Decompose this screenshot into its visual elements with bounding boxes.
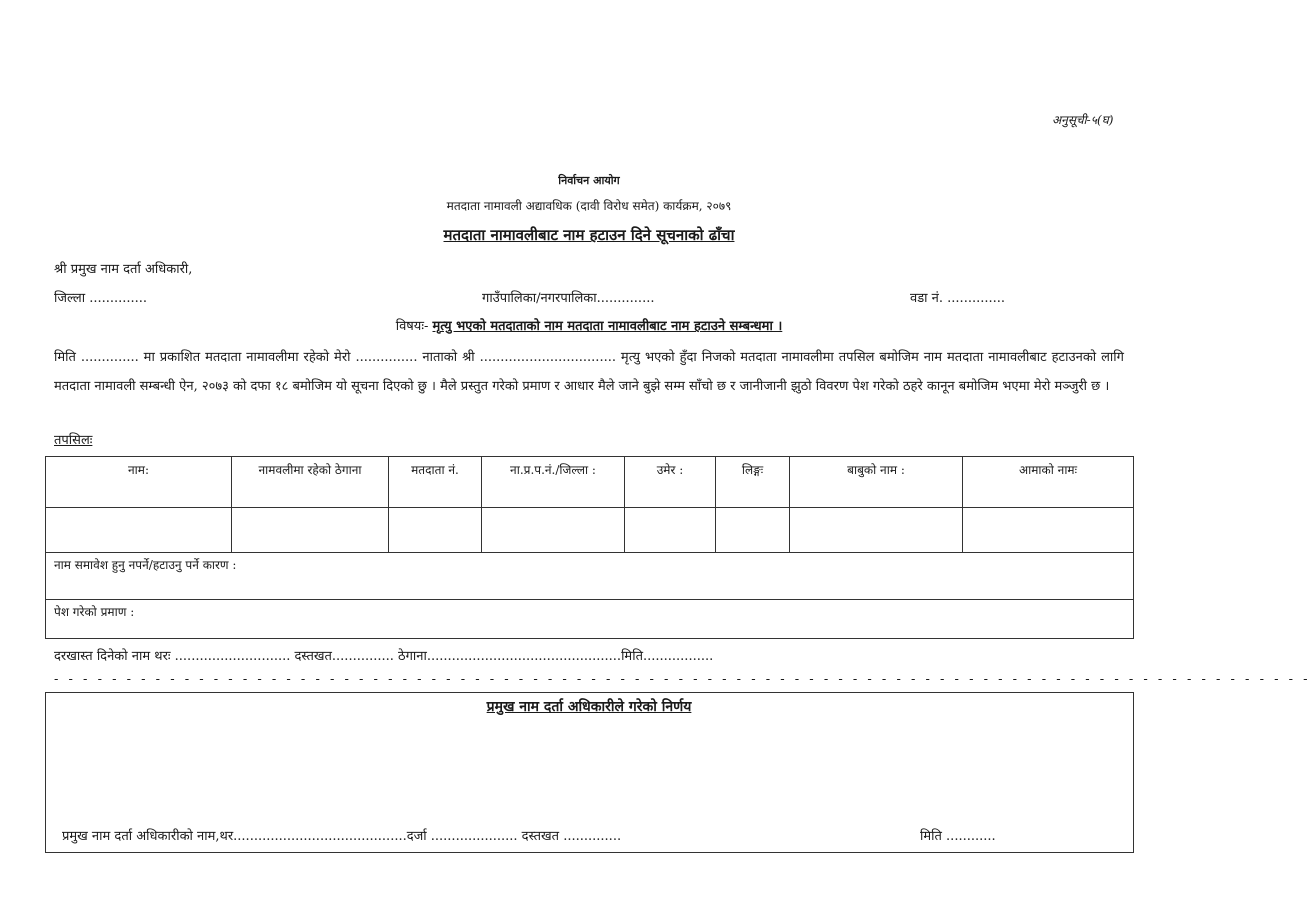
cut-separator: - - - - - - - - - - - - - - - - - - - - - - - - - - - - - - - - - - - - - - - - - - - - - - - - - - - - - - - - - - - - - - - - - - - - - - - - - - - - - - - - - - - - - - - [54,672,1311,687]
cell-gender[interactable] [716,508,790,553]
organization-name: निर्वाचन आयोग [558,174,620,187]
municipality-field: गाउँपालिका/नगरपालिका.............. [482,291,655,306]
applicant-signature-line: दरखास्त दिनेको नाम थरः ............................ दस्तखत............... ठेगाना...............................................मिति................. [54,649,714,664]
reason-row [46,553,1134,600]
header-gender: लिङ्गः [716,457,790,508]
details-table [45,456,1134,639]
header-age: उमेर : [625,457,716,508]
subject-text: मृत्यु भएको मतदाताको नाम मतदाता नामावलीबाट नाम हटाउने सम्बन्धमा । [432,319,783,334]
header-citizenship-number: ना.प्र.प.नं./जिल्ला : [482,457,625,508]
header-mother-name: आमाको नामः [963,457,1134,508]
header-voter-number: मतदाता नं. [389,457,482,508]
annex-label: अनुसूची-५(घ) [1052,113,1114,127]
reason-field[interactable]: नाम समावेश हुनु नपर्ने/हटाउनु पर्ने कारण : [46,553,1134,600]
form-title: मतदाता नामावलीबाट नाम हटाउन दिने सूचनाको ढाँचा [443,226,735,244]
district-field: जिल्ला .............. [54,291,148,306]
officer-signature-line: प्रमुख नाम दर्ता अधिकारीको नाम,थर..........................................दर्जा ..................... दस्तखत .............. [62,829,622,844]
cell-mother-name[interactable] [963,508,1134,553]
header-name: नाम: [46,457,232,508]
program-name: मतदाता नामावली अद्यावधिक (दावी विरोध समेत) कार्यक्रम, २०७९ [446,199,732,213]
subject-prefix: विषयः- [395,319,429,334]
header-address: नामवलीमा रहेको ठेगाना [232,457,389,508]
evidence-row [46,600,1134,639]
cell-address[interactable] [232,508,389,553]
body-paragraph: मिति .............. मा प्रकाशित मतदाता नामावलीमा रहेको मेरो ............... नाताको श्री ................................. मृत्यु भएको हुँदा निजको मतदाता नामावलीमा तपसिल बमोजिम नाम मतदाता नामावलीबाट हटाउनको लागि मतदाता नामावली सम्बन्धी ऐन, २०७३ को दफा १८ बमोजिम यो सूचना दिएको छु । मैले प्रस्तुत गरेको प्रमाण र आधार मैले जाने बुझे सम्म साँचो छ र जानीजानी झुठो विवरण पेश गरेको ठहरे कानून बमोजिम भएमा मेरो मञ्जुरी छ । [54,350,1124,394]
table-header-row [46,457,1134,508]
cell-citizenship-number[interactable] [482,508,625,553]
details-label: तपसिलः [54,433,93,448]
evidence-field[interactable]: पेश गरेको प्रमाण : [46,600,1134,639]
decision-title: प्रमुख नाम दर्ता अधिकारीले गरेको निर्णय [486,699,692,715]
table-row [46,508,1134,553]
subject-line [0,316,1178,334]
header-father-name: बाबुको नाम : [790,457,963,508]
ward-field: वडा नं. .............. [910,291,1006,306]
cell-age[interactable] [625,508,716,553]
cell-father-name[interactable] [790,508,963,553]
cell-name[interactable] [46,508,232,553]
officer-date-field: मिति ............ [920,829,996,844]
cell-voter-number[interactable] [389,508,482,553]
addressee: श्री प्रमुख नाम दर्ता अधिकारी, [54,262,193,277]
